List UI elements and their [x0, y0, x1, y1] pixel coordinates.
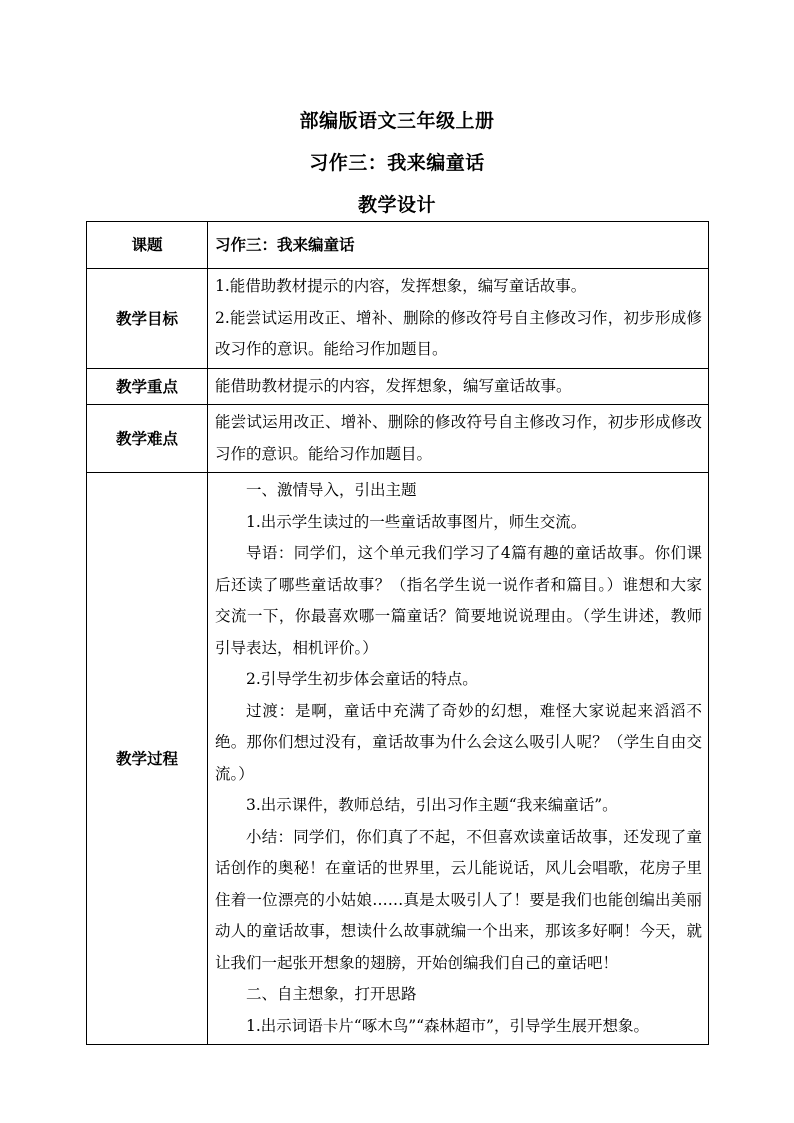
process-paragraph: 小结：同学们，你们真了不起，不但喜欢读童话故事，还发现了童话创作的奥秘！在童话的世界里，云儿能说话，风儿会唱歌，花房子里住着一位漂亮的小姑娘……真是太吸引人了！要是我们也能创编出美丽动人的童话故事，想读什么故事就编一个出来，那该多好啊！今天，就让我们一起张开想象的翅膀，开始创编我们自己的童话吧！ [215, 827, 702, 972]
goals-label: 教学目标 [87, 269, 208, 369]
key-point-value: 能借助教材提示的内容，发挥想象，编写童话故事。 [208, 368, 709, 405]
table-row-difficulty [87, 405, 709, 473]
difficulty-value: 能尝试运用改正、增补、删除的修改符号自主修改习作，初步形成修改习作的意识。能给习作加题目。 [208, 405, 709, 473]
goal-item: 1.能借助教材提示的内容，发挥想象，编写童话故事。 [215, 277, 587, 295]
goals-cell [208, 269, 709, 369]
process-paragraph: 1.出示词语卡片“啄木鸟”“森林超市”，引导学生展开想象。 [246, 1016, 649, 1035]
document-subtitle: 教学设计 [357, 194, 436, 216]
process-label: 教学过程 [87, 473, 208, 1045]
table-row-key-point [87, 368, 709, 405]
process-heading: 二、自主想象，打开思路 [246, 985, 417, 1003]
process-paragraph: 导语：同学们，这个单元我们学习了4篇有趣的童话故事。你们课后还读了哪些童话故事？（指名学生说一说作者和篇目。）谁想和大家交流一下，你最喜欢哪一篇童话？简要地说说理由。（学生讲述，教师引导表达，相机评价。） [215, 544, 702, 657]
table-row-topic [87, 222, 709, 269]
table-row-goals [87, 269, 709, 369]
table-row-process [87, 473, 709, 1045]
process-cell [208, 473, 709, 1045]
lesson-title: 习作三：我来编童话 [309, 152, 485, 174]
process-heading: 一、激情导入，引出主题 [246, 481, 417, 499]
process-paragraph: 2.引导学生初步体会童话的特点。 [246, 670, 478, 688]
key-point-label: 教学重点 [87, 368, 208, 405]
difficulty-label: 教学难点 [87, 405, 208, 473]
process-paragraph: 1.出示学生读过的一些童话故事图片，师生交流。 [246, 512, 587, 531]
document-title: 部编版语文三年级上册 [299, 110, 495, 132]
lesson-plan-table [86, 221, 709, 1045]
topic-label: 课题 [87, 222, 208, 269]
process-paragraph: 3.出示课件，教师总结，引出习作主题“我来编童话”。 [246, 796, 618, 814]
topic-value: 习作三：我来编童话 [208, 222, 709, 269]
goal-item: 2.能尝试运用改正、增补、删除的修改符号自主修改习作，初步形成修改习作的意识。能给习作加题目。 [215, 308, 702, 358]
process-paragraph: 过渡：是啊，童话中充满了奇妙的幻想，难怪大家说起来滔滔不绝。那你们想过没有，童话故事为什么会这么吸引人呢？（学生自由交流。） [215, 701, 702, 783]
